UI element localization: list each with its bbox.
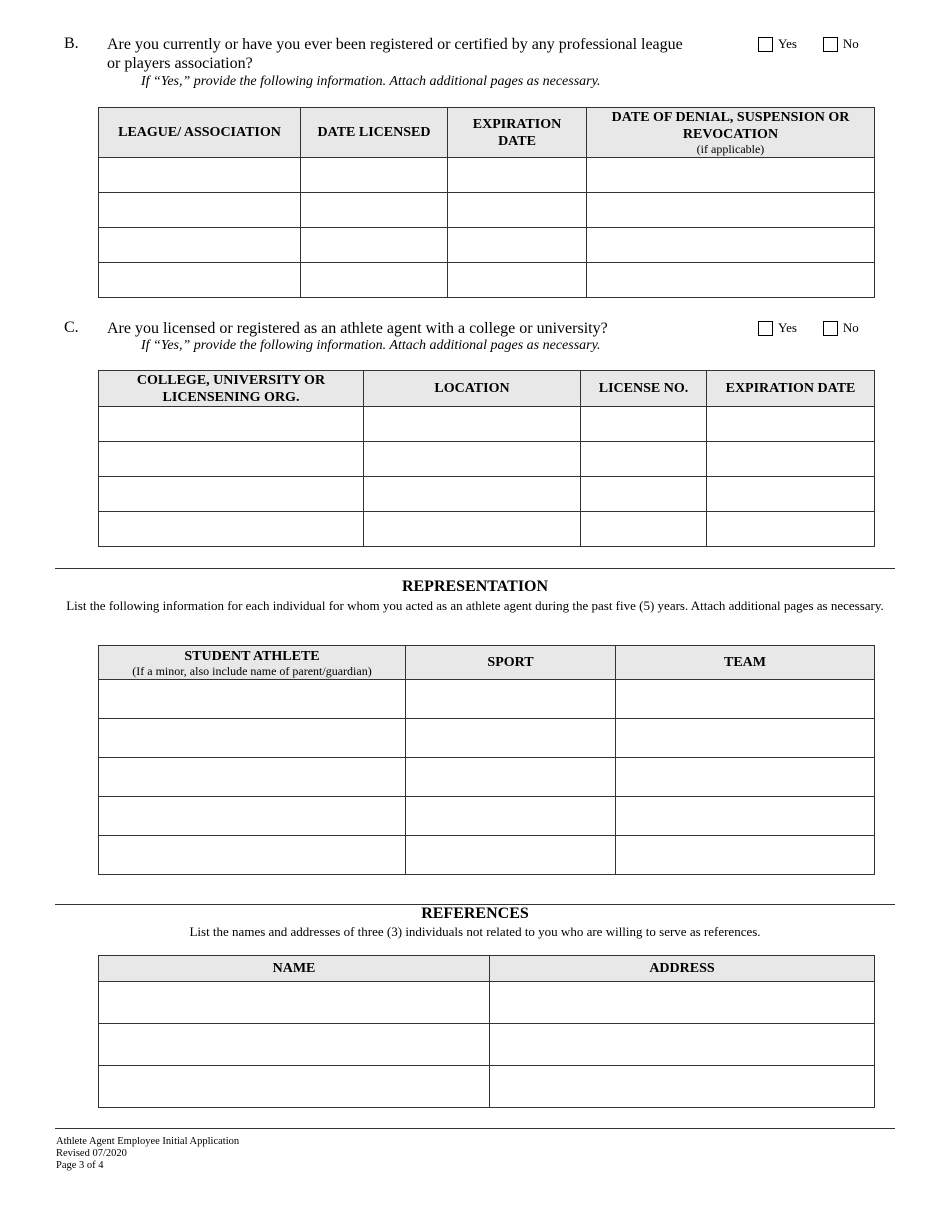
question-c-letter: C. [64, 319, 79, 336]
question-c-text: Are you licensed or registered as an athlete agent with a college or university? [107, 320, 608, 337]
header-date-licensed: DATE LICENSED [301, 108, 448, 158]
question-c-yes-label: Yes [778, 320, 797, 335]
question-c-note: If “Yes,” provide the following information. Attach additional pages as necessary. [141, 338, 601, 353]
header-sport: SPORT [406, 646, 616, 680]
table-row [99, 442, 875, 477]
footer-form-name: Athlete Agent Employee Initial Application [56, 1136, 240, 1147]
representation-title: REPRESENTATION [401, 578, 549, 595]
footer-divider [55, 1128, 895, 1129]
header-date-of-denial [587, 108, 875, 158]
table-cell[interactable] [490, 1066, 875, 1108]
table-cell[interactable] [707, 407, 875, 442]
footer [56, 1136, 239, 1172]
table-cell[interactable] [707, 442, 875, 477]
table-cell[interactable] [581, 477, 707, 512]
question-b-yes-checkbox[interactable] [758, 37, 773, 52]
table-header-row [99, 646, 875, 680]
league-association-table [98, 107, 875, 298]
table-cell[interactable] [707, 512, 875, 547]
header-student-athlete-sub: (If a minor, also include name of parent/guardian) [132, 663, 372, 678]
table-cell[interactable] [406, 797, 616, 836]
question-b-text [107, 35, 747, 73]
header-date-of-denial-sub: (if applicable) [696, 142, 765, 156]
header-address: ADDRESS [490, 956, 875, 982]
header-expiration-date: EXPIRATION DATE [707, 371, 875, 407]
header-date-of-denial-text: DATE OF DENIAL, SUSPENSION OR REVOCATION [611, 110, 850, 142]
question-c-no-checkbox[interactable] [823, 321, 838, 336]
table-cell[interactable] [448, 228, 587, 263]
table-row [99, 680, 875, 719]
question-b-letter: B. [64, 35, 79, 52]
question-c-no-label: No [842, 320, 859, 335]
header-student-athlete [99, 646, 406, 680]
representation-description: List the following information for each individual for whom you acted as an athlete agent during the past five (5) years. Attach additional pages as necessary. [66, 598, 884, 613]
table-cell[interactable] [99, 836, 406, 875]
table-cell[interactable] [587, 228, 875, 263]
table-cell[interactable] [587, 158, 875, 193]
question-b-text-line1: Are you currently or have you ever been registered or certified by any professional league [107, 36, 683, 53]
table-cell[interactable] [99, 407, 364, 442]
table-header-row [99, 108, 875, 158]
table-row [99, 1024, 875, 1066]
footer-page-number: Page 3 of 4 [56, 1160, 104, 1171]
table-row [99, 758, 875, 797]
table-cell[interactable] [99, 228, 301, 263]
table-cell[interactable] [99, 982, 490, 1024]
college-license-table [98, 370, 875, 547]
references-table [98, 955, 875, 1108]
references-description: List the names and addresses of three (3) individuals not related to you who are willing to serve as references. [189, 924, 761, 939]
table-header-row [99, 956, 875, 982]
table-cell[interactable] [448, 263, 587, 298]
table-cell[interactable] [99, 158, 301, 193]
table-cell[interactable] [99, 797, 406, 836]
table-cell[interactable] [616, 719, 875, 758]
representation-table [98, 645, 875, 875]
table-cell[interactable] [616, 836, 875, 875]
table-cell[interactable] [587, 193, 875, 228]
header-college-university: COLLEGE, UNIVERSITY OR LICENSENING ORG. [99, 371, 364, 407]
header-student-athlete-text: STUDENT ATHLETE [184, 648, 320, 664]
table-cell[interactable] [99, 512, 364, 547]
table-cell[interactable] [448, 193, 587, 228]
table-cell[interactable] [616, 758, 875, 797]
table-cell[interactable] [364, 442, 581, 477]
question-b-options [758, 36, 859, 52]
question-b-note: If “Yes,” provide the following information. Attach additional pages as necessary. [141, 74, 601, 89]
table-cell[interactable] [707, 477, 875, 512]
table-cell[interactable] [616, 797, 875, 836]
header-name: NAME [99, 956, 490, 982]
table-row [99, 512, 875, 547]
table-cell[interactable] [99, 1066, 490, 1108]
header-location: LOCATION [364, 371, 581, 407]
table-row [99, 193, 875, 228]
table-cell[interactable] [587, 263, 875, 298]
table-cell[interactable] [99, 263, 301, 298]
table-row [99, 477, 875, 512]
table-cell[interactable] [99, 758, 406, 797]
table-row [99, 228, 875, 263]
header-expiration-date: EXPIRATION DATE [448, 108, 587, 158]
question-c-yes-checkbox[interactable] [758, 321, 773, 336]
table-row [99, 836, 875, 875]
table-cell[interactable] [301, 158, 448, 193]
question-b-no-checkbox[interactable] [823, 37, 838, 52]
table-cell[interactable] [581, 512, 707, 547]
footer-revision: Revised 07/2020 [56, 1148, 127, 1159]
table-cell[interactable] [364, 407, 581, 442]
table-row [99, 263, 875, 298]
question-b-text-line2: or players association? [107, 55, 253, 72]
table-cell[interactable] [99, 442, 364, 477]
table-cell[interactable] [581, 442, 707, 477]
table-cell[interactable] [406, 758, 616, 797]
table-row [99, 407, 875, 442]
table-cell[interactable] [301, 228, 448, 263]
table-row [99, 158, 875, 193]
table-cell[interactable] [490, 1024, 875, 1066]
table-row [99, 719, 875, 758]
table-cell[interactable] [448, 158, 587, 193]
table-cell[interactable] [99, 193, 301, 228]
header-license-no: LICENSE NO. [581, 371, 707, 407]
table-row [99, 982, 875, 1024]
table-cell[interactable] [490, 982, 875, 1024]
question-b-no-label: No [842, 36, 859, 51]
table-cell[interactable] [581, 407, 707, 442]
table-cell[interactable] [364, 477, 581, 512]
table-cell[interactable] [99, 1024, 490, 1066]
table-cell[interactable] [406, 680, 616, 719]
question-c-options [758, 320, 859, 336]
header-team: TEAM [616, 646, 875, 680]
table-cell[interactable] [301, 263, 448, 298]
table-header-row [99, 371, 875, 407]
table-cell[interactable] [99, 719, 406, 758]
table-cell[interactable] [99, 477, 364, 512]
table-cell[interactable] [364, 512, 581, 547]
references-title: REFERENCES [421, 905, 529, 922]
table-row [99, 1066, 875, 1108]
table-cell[interactable] [99, 680, 406, 719]
table-cell[interactable] [406, 836, 616, 875]
question-b-yes-label: Yes [778, 36, 797, 51]
table-row [99, 797, 875, 836]
table-cell[interactable] [406, 719, 616, 758]
table-cell[interactable] [616, 680, 875, 719]
table-cell[interactable] [301, 193, 448, 228]
section-divider [55, 568, 895, 569]
header-league-association: LEAGUE/ ASSOCIATION [99, 108, 301, 158]
